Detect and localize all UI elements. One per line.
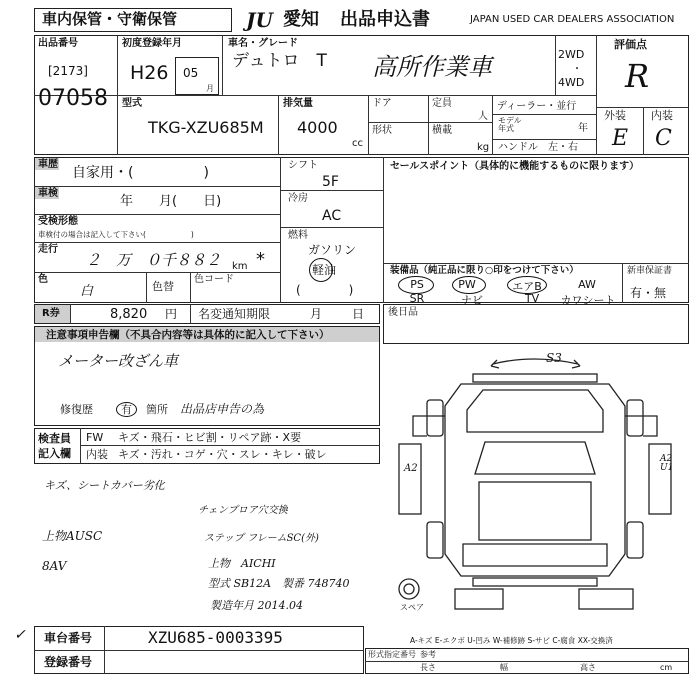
mileage-value: ２ 万 ０千８８２ <box>86 251 222 269</box>
note-line-1: キズ、シートカバー劣化 <box>44 479 165 492</box>
ju-logo: JU <box>246 8 273 32</box>
history-label: 車歴 <box>38 159 58 170</box>
diagram-top-mark: S3 <box>546 351 562 365</box>
exterior-label: 外装 <box>604 109 626 122</box>
shift-label: シフト <box>288 160 318 171</box>
width-dim-label: 幅 <box>500 663 508 672</box>
interior-grade: C <box>655 126 672 151</box>
equip-airbag-circle <box>507 276 547 294</box>
transfer-month: 月 <box>310 307 323 321</box>
transfer-day: 日 <box>352 307 365 321</box>
shape-label: 形状 <box>372 125 392 136</box>
history-value: 自家用・( ) <box>72 165 209 181</box>
inspector-ext-label: FW <box>86 431 104 444</box>
note-line-8: 製造年月 2014.04 <box>210 599 303 612</box>
entry-number-label: 出品番号 <box>38 38 78 49</box>
chassis-number: XZU685-0003395 <box>148 628 283 647</box>
model-code: TKG-XZU685M <box>148 118 264 137</box>
displacement-label: 排気量 <box>283 98 313 109</box>
note-line-2: 上物AUSC <box>42 529 103 543</box>
drive-separator: ・ <box>572 64 582 75</box>
equip-sr: SR <box>409 292 425 305</box>
weight-unit: kg <box>477 142 490 153</box>
note-line-4: チェンプロア穴交換 <box>198 505 288 516</box>
equipment-label: 装備品（純正品に限り○印をつけて下さい） <box>390 265 579 276</box>
grade-score-label: 評価点 <box>614 38 647 51</box>
status-note: 車検付の場合は記入して下さい( ) <box>38 230 194 239</box>
recycle-unit: 円 <box>165 307 178 321</box>
equip-leather: カワシート <box>560 294 616 307</box>
mileage-label: 走行 <box>38 244 58 255</box>
notice-label: 注意事項申告欄（不具合内容等は具体的に記入して下さい） <box>46 329 330 341</box>
inspector-ext-items: キズ・飛石・ヒビ割・リペア跡・X要 <box>118 431 302 444</box>
later-items-label: 後日品 <box>388 307 418 318</box>
repair-part-label: 箇所 <box>146 403 168 416</box>
note-line-5: ステップ フレームSC(外) <box>204 533 319 544</box>
association-name: JAPAN USED CAR DEALERS ASSOCIATION <box>470 14 675 25</box>
model-code-label: 型式 <box>122 98 142 109</box>
first-registration-label: 初度登録年月 <box>122 38 182 49</box>
inspector-label-1: 検査員 <box>38 432 71 445</box>
equip-navi: ナビ <box>461 294 483 307</box>
note-line-3: 8AV <box>42 559 67 573</box>
drive-2wd: 2WD <box>558 48 585 61</box>
registration-year: H26 <box>130 62 169 84</box>
new-warranty-value: 有・無 <box>630 286 667 300</box>
inspection-label: 車検 <box>38 188 58 199</box>
entry-number: 07058 <box>38 86 108 111</box>
equip-airbag: エアB <box>512 280 542 293</box>
model-name: デュトロ T <box>232 51 327 71</box>
repair-part: 出品店申告の為 <box>180 402 265 416</box>
new-warranty-label: 新車保証書 <box>627 266 673 276</box>
width-label: 横載 <box>432 125 452 136</box>
cm-unit: cm <box>660 663 673 672</box>
storage-label: 車内保管・守衛保管 <box>42 10 178 28</box>
spare-label: スペア <box>400 603 424 612</box>
grade-score: R <box>625 57 650 95</box>
chassis-label: 車台番号 <box>44 631 93 645</box>
displacement: 4000 <box>297 118 338 137</box>
note-line-7: 型式 SB12A 製番 748740 <box>208 577 350 590</box>
vehicle-diagram <box>383 344 689 640</box>
equip-aw: AW <box>578 278 596 291</box>
fuel-diesel: 軽油 <box>312 263 337 277</box>
inspection-value: 年 月( 日) <box>120 194 222 209</box>
mileage-unit: km <box>232 261 248 272</box>
ac-value: AC <box>322 208 342 224</box>
damage-legend: A-キズ E-エクボ U-凹み W-補修跡 S-サビ C-腐食 XX-交換済 <box>410 636 613 645</box>
diagram-right-mark: A2 U1 <box>660 454 674 473</box>
length-label: 長さ <box>420 663 436 672</box>
fuel-selected-circle <box>309 258 333 282</box>
capacity-unit: 人 <box>478 111 488 122</box>
height-label: 高さ <box>580 663 596 672</box>
form-number-label: 形式指定番号 <box>368 650 416 659</box>
later-items-box <box>383 304 689 344</box>
door-label: ドア <box>372 98 392 109</box>
plate-label: 登録番号 <box>44 655 93 669</box>
recycle-label: R券 <box>42 308 60 319</box>
equip-pw: PW <box>458 278 476 291</box>
model-grade-handwritten: 高所作業車 <box>372 53 492 81</box>
recycle-value: 8,820 <box>110 307 148 322</box>
repair-label: 修復歴 <box>60 403 93 416</box>
diagram-left-mark: A2 <box>404 463 418 474</box>
model-name-label: 車名・グレード <box>228 38 298 49</box>
color-label: 色 <box>38 274 48 285</box>
inspector-int-items: キズ・汚れ・コゲ・穴・スレ・キレ・破レ <box>118 448 327 461</box>
shift-value: 5F <box>322 174 339 190</box>
drive-4wd: 4WD <box>558 76 585 89</box>
interior-label: 内装 <box>651 109 673 122</box>
registration-month-unit: 月 <box>206 84 214 93</box>
sales-points-label: セールスポイント（具体的に機能するものに限ります） <box>390 161 640 172</box>
mileage-mark: * <box>256 249 265 270</box>
handle-label: ハンドル 左・右 <box>498 142 578 153</box>
color-code-label: 色コード <box>194 274 234 285</box>
fuel-other: ( ) <box>296 283 354 297</box>
capacity-label: 定員 <box>432 98 452 109</box>
status-label: 受検形態 <box>38 216 78 227</box>
fuel-gasoline: ガソリン <box>308 243 357 257</box>
equip-ps: PS <box>410 278 424 291</box>
check-mark: ✓ <box>14 627 26 643</box>
inspector-label-2: 記入欄 <box>38 447 71 460</box>
transfer-label: 名変通知期限 <box>198 307 271 321</box>
form-ref: 参考 <box>420 650 436 659</box>
form-title: 出品申込書 <box>340 9 430 30</box>
repair-value: 有 <box>116 402 137 417</box>
equip-ps-circle <box>398 276 434 294</box>
equip-pw-circle <box>452 276 486 294</box>
dealer-import-label: ディーラー・並行 <box>497 101 577 112</box>
notice-handwritten: メーター改ざん車 <box>58 352 179 370</box>
color-value: 白 <box>80 284 94 299</box>
year-unit: 年 <box>578 123 588 134</box>
exterior-grade: E <box>612 126 629 151</box>
entry-sub-number: [2173] <box>48 64 88 78</box>
equip-tv: TV <box>524 292 540 305</box>
note-line-6: 上物 AICHI <box>208 557 276 570</box>
displacement-unit: cc <box>352 138 363 149</box>
ac-label: 冷房 <box>288 193 308 204</box>
color-change-label: 色替 <box>152 280 174 293</box>
model-year-label: モデル 年式 <box>498 116 522 133</box>
fuel-label: 燃料 <box>288 230 308 241</box>
registration-month: 05 <box>183 66 199 80</box>
org-name: 愛知 <box>283 9 319 30</box>
inspector-int-label: 内装 <box>86 448 108 461</box>
